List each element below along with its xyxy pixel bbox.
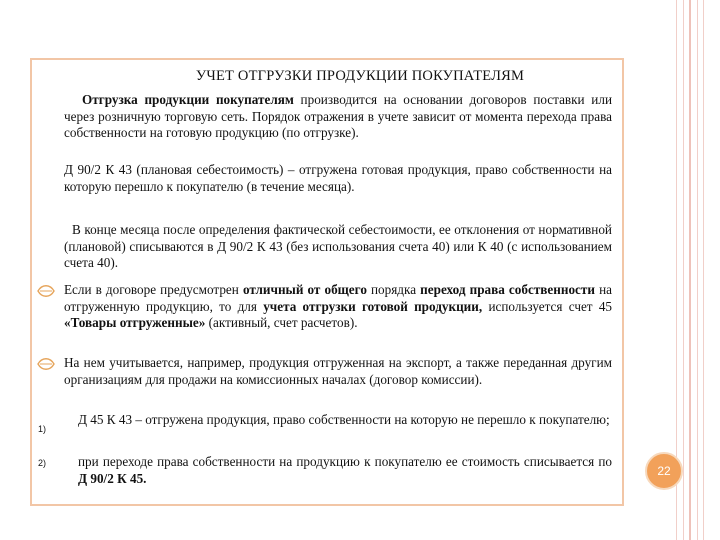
leaf-icon xyxy=(37,358,55,372)
bullet-text: Если в договоре предусмотрен xyxy=(64,282,243,297)
list-item-transfer xyxy=(78,454,612,487)
paragraph-entry: Д 90/2 К 43 (плановая себестоимость) – отгружена готовая продукция, право собственности на которую перешло к покупателю (в течение месяца). xyxy=(64,162,612,194)
list-number: 1) xyxy=(38,424,47,434)
bullet-bold: учета отгрузки готовой продукции, xyxy=(263,298,483,314)
paragraph-lead: Отгрузка продукции покупателям xyxy=(82,92,294,107)
paragraph-deviations: В конце месяца после определения фактической себестоимости, ее отклонения от нормативной (плановой) списываются в Д 90/2 К 43 (без использования счета 40) или К 40 (с использованием счета 40). xyxy=(64,222,612,271)
bullet-export: На нем учитывается, например, продукция отгруженная на экспорт, а также переданная другим организациям для продажи на комиссионных началах (договор комиссии). xyxy=(64,355,612,387)
list-item-text: при переходе права собственности на продукцию к покупателю ее стоимость списывается по xyxy=(78,454,612,469)
list-item-entry-45: Д 45 К 43 – отгружена продукция, право собственности на которую не перешло к покупателю; xyxy=(78,412,610,427)
bullet-bold: отличный от общего xyxy=(242,282,367,297)
bullet-ownership xyxy=(64,282,612,332)
leaf-icon xyxy=(37,285,55,299)
bullet-bold: переход права собственности xyxy=(420,282,595,297)
bullet-text: (активный, счет расчетов). xyxy=(205,315,358,331)
bullet-bold: «Товары отгруженные» xyxy=(64,315,206,331)
list-item-bold: Д 90/2 К 45. xyxy=(78,470,147,486)
slide-title: УЧЕТ ОТГРУЗКИ ПРОДУКЦИИ ПОКУПАТЕЛЯМ xyxy=(195,68,525,84)
paragraph-text: производится на основании договоров поставки или через розничную торговую сеть. Порядок отражения в учете зависит от момента перехода права собственности на готовую продукцию (по отгрузке). xyxy=(64,92,613,141)
bullet-text: порядка xyxy=(366,282,421,297)
paragraph-shipment xyxy=(64,92,612,142)
bullet-text: используется счет 45 xyxy=(482,298,613,314)
bullet-text: на отгруженную продукцию, то для xyxy=(64,282,612,314)
page-number-badge: 22 xyxy=(645,452,683,490)
list-number: 2) xyxy=(38,458,47,468)
